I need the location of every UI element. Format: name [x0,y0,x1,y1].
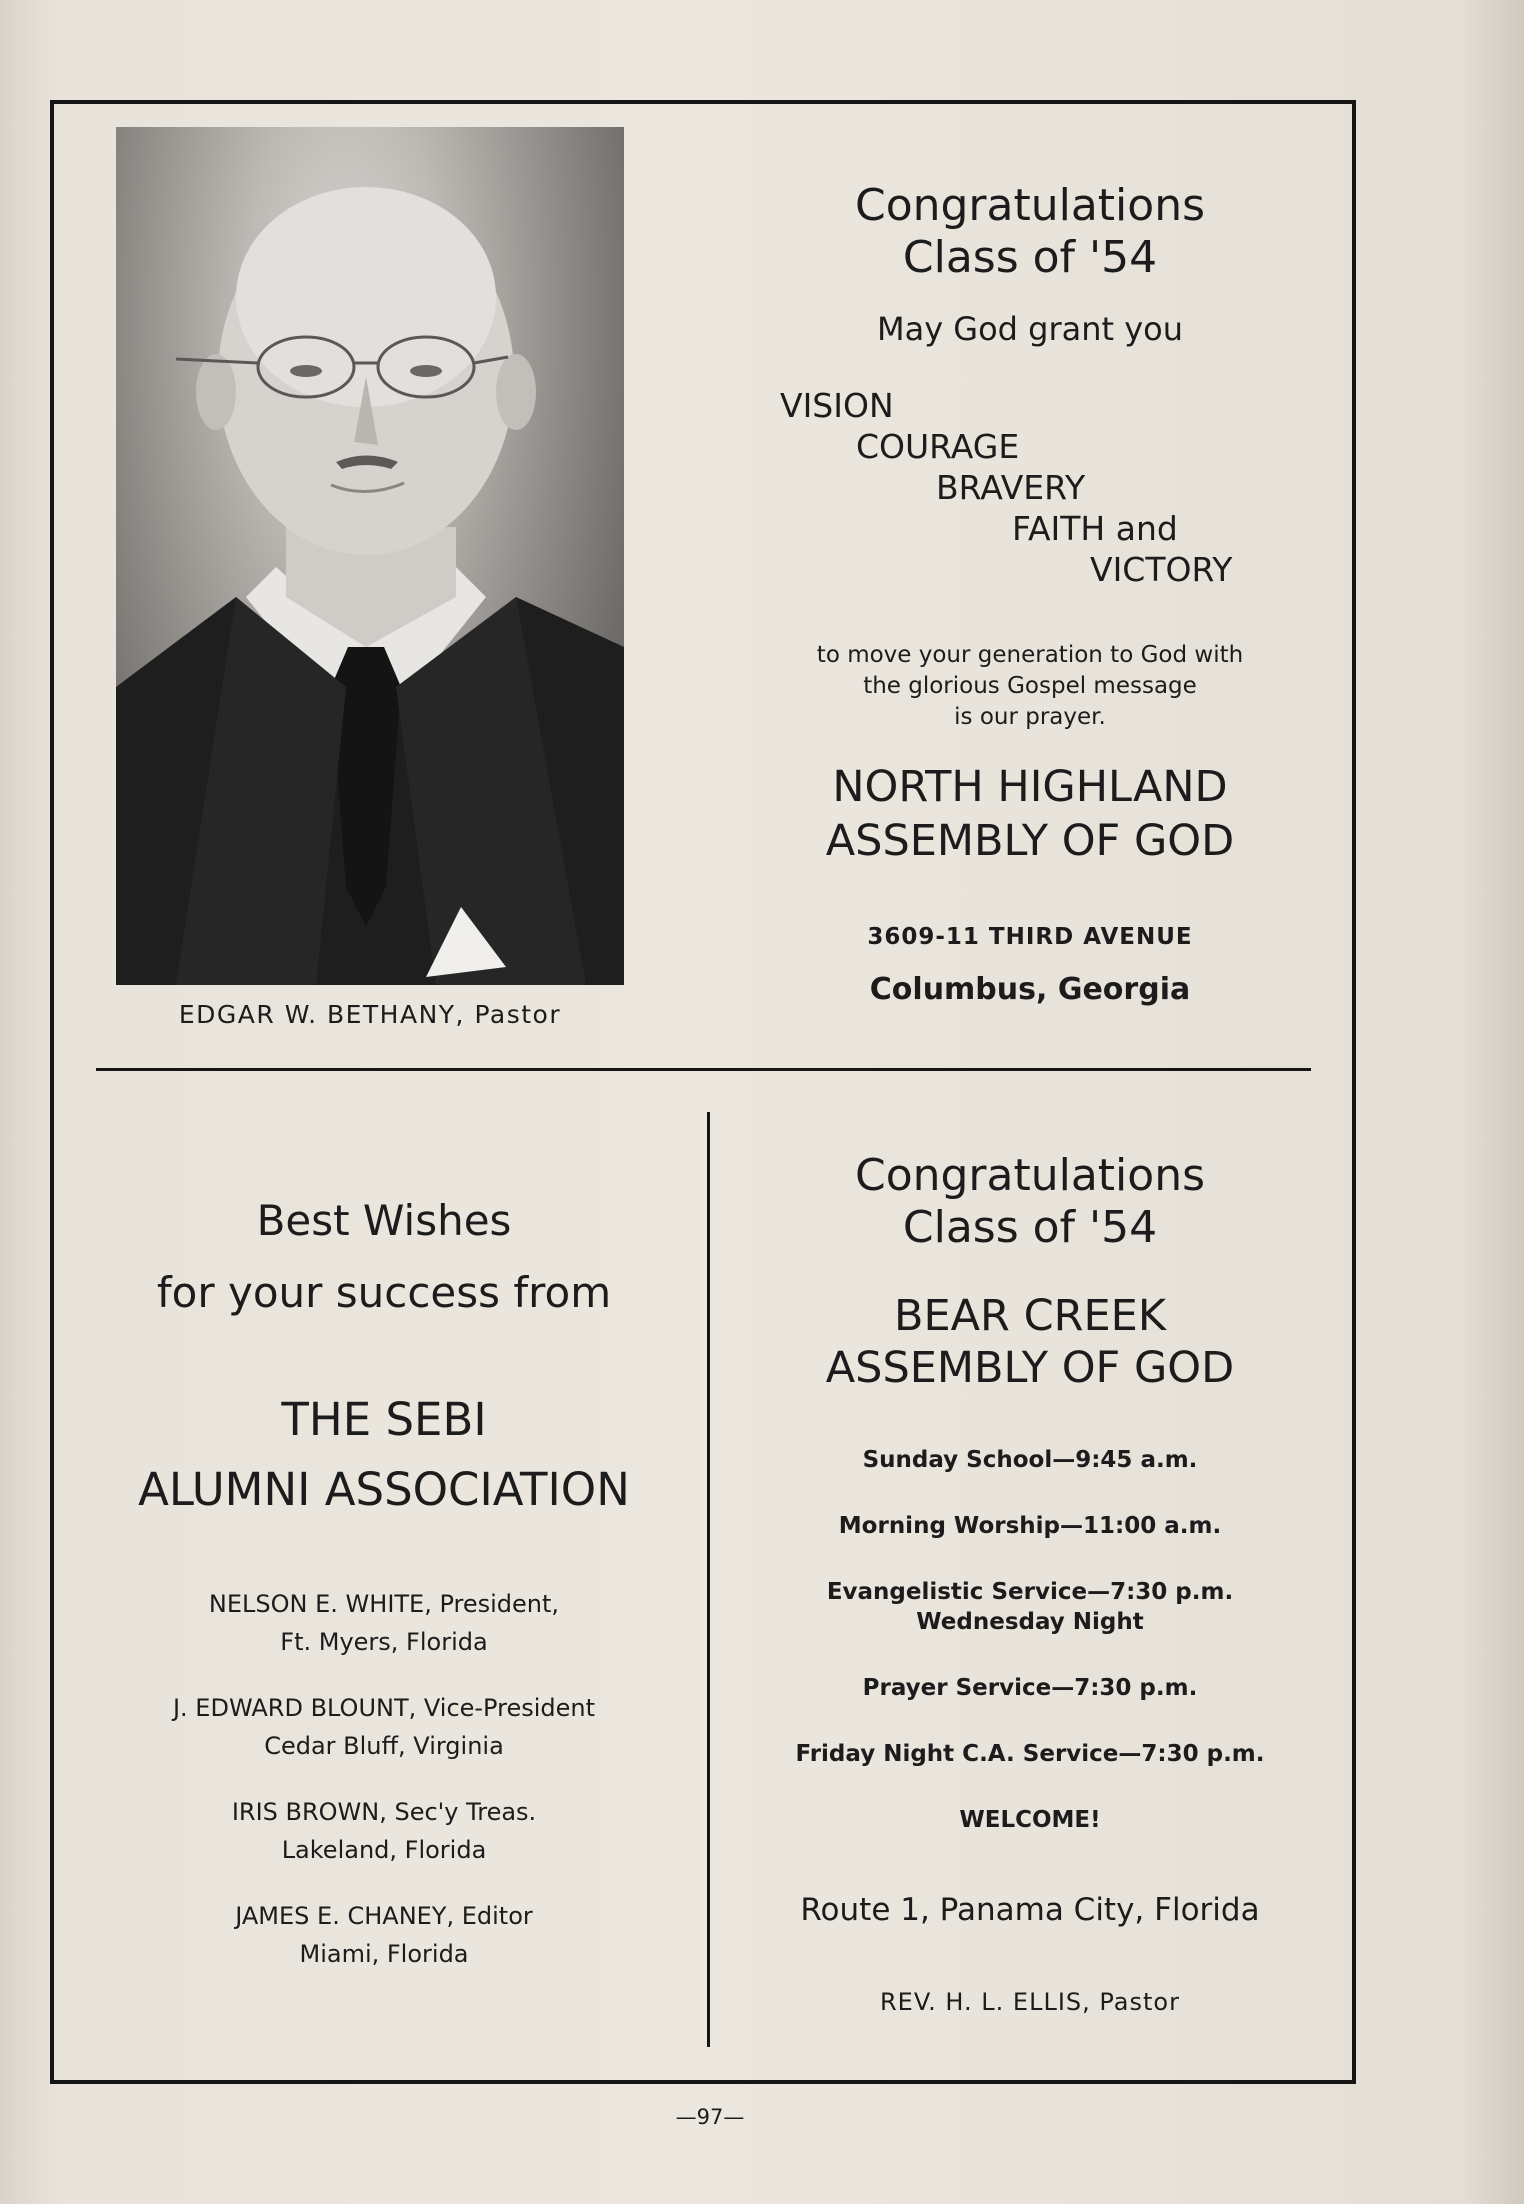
church-name [760,1290,1300,1394]
officer-place: Ft. Myers, Florida [280,1628,488,1656]
top-ad-heading [760,180,1300,348]
wishes-line: for your success from [156,1268,612,1317]
church-name-line: NORTH HIGHLAND [832,762,1228,812]
virtue-item: BRAVERY [936,468,1086,507]
prayer-line: to move your generation to God with [816,642,1244,668]
service-line: WELCOME! [959,1807,1101,1833]
wishes-line: Best Wishes [256,1196,512,1245]
service-line: Wednesday Night [916,1609,1144,1635]
virtue-item: COURAGE [856,427,1020,466]
pastor-name: REV. H. L. ELLIS, Pastor [880,1988,1180,2016]
pastor-caption: EDGAR W. BETHANY, Pastor [178,1000,562,1029]
congratulations-line: Congratulations [854,1150,1206,1201]
vertical-divider [707,1112,710,2047]
prayer-text [760,640,1300,733]
service-item [760,1445,1300,1475]
grant-line: May God grant you [876,310,1184,348]
virtue-item: VISION [780,386,894,425]
service-schedule [760,1445,1300,1871]
officer-place: Miami, Florida [299,1940,469,1968]
association-line: THE SEBI [281,1393,487,1446]
service-line: Friday Night C.A. Service—7:30 p.m. [795,1741,1265,1767]
officer-entry [100,1897,668,1973]
church-name [760,760,1300,868]
service-item [760,1511,1300,1541]
officer-entry [100,1585,668,1661]
service-line: Sunday School—9:45 a.m. [862,1447,1198,1473]
service-item [760,1673,1300,1703]
officer-name: J. EDWARD BLOUNT, Vice-President [172,1694,596,1722]
association-line: ALUMNI ASSOCIATION [138,1463,630,1516]
horizontal-divider [96,1068,1311,1071]
prayer-line: the glorious Gospel message [863,673,1197,699]
service-line: Evangelistic Service—7:30 p.m. [826,1579,1234,1605]
service-item [760,1805,1300,1835]
officer-name: IRIS BROWN, Sec'y Treas. [231,1798,537,1826]
best-wishes-text [100,1185,668,1329]
officer-place: Lakeland, Florida [281,1836,487,1864]
service-item [760,1739,1300,1769]
page-number: —97— [675,2105,745,2129]
class-year-line: Class of '54 [902,232,1158,283]
officers-list [100,1585,668,2001]
church-name-line: ASSEMBLY OF GOD [825,816,1235,866]
church-name-line: BEAR CREEK [893,1291,1167,1341]
congratulations-line: Congratulations [854,180,1206,231]
officer-entry [100,1793,668,1869]
church-city: Columbus, Georgia [869,972,1191,1007]
church-name-line: ASSEMBLY OF GOD [825,1343,1235,1393]
class-year-line: Class of '54 [902,1202,1158,1253]
prayer-line: is our prayer. [954,704,1106,730]
officer-entry [100,1689,668,1765]
officer-name: NELSON E. WHITE, President, [208,1590,560,1618]
pastor-photo [116,127,624,985]
service-line: Prayer Service—7:30 p.m. [862,1675,1198,1701]
virtue-item: VICTORY [1090,550,1233,589]
church-location: Route 1, Panama City, Florida [800,1892,1260,1928]
officer-name: JAMES E. CHANEY, Editor [235,1902,533,1930]
virtues-list [760,385,1300,590]
bottom-congrats [760,1150,1300,1254]
service-item [760,1577,1300,1637]
officer-place: Cedar Bluff, Virginia [264,1732,504,1760]
service-line: Morning Worship—11:00 a.m. [838,1513,1222,1539]
virtue-item: FAITH and [1012,509,1178,548]
church-address: 3609-11 THIRD AVENUE [867,924,1193,950]
association-name [100,1385,668,1525]
